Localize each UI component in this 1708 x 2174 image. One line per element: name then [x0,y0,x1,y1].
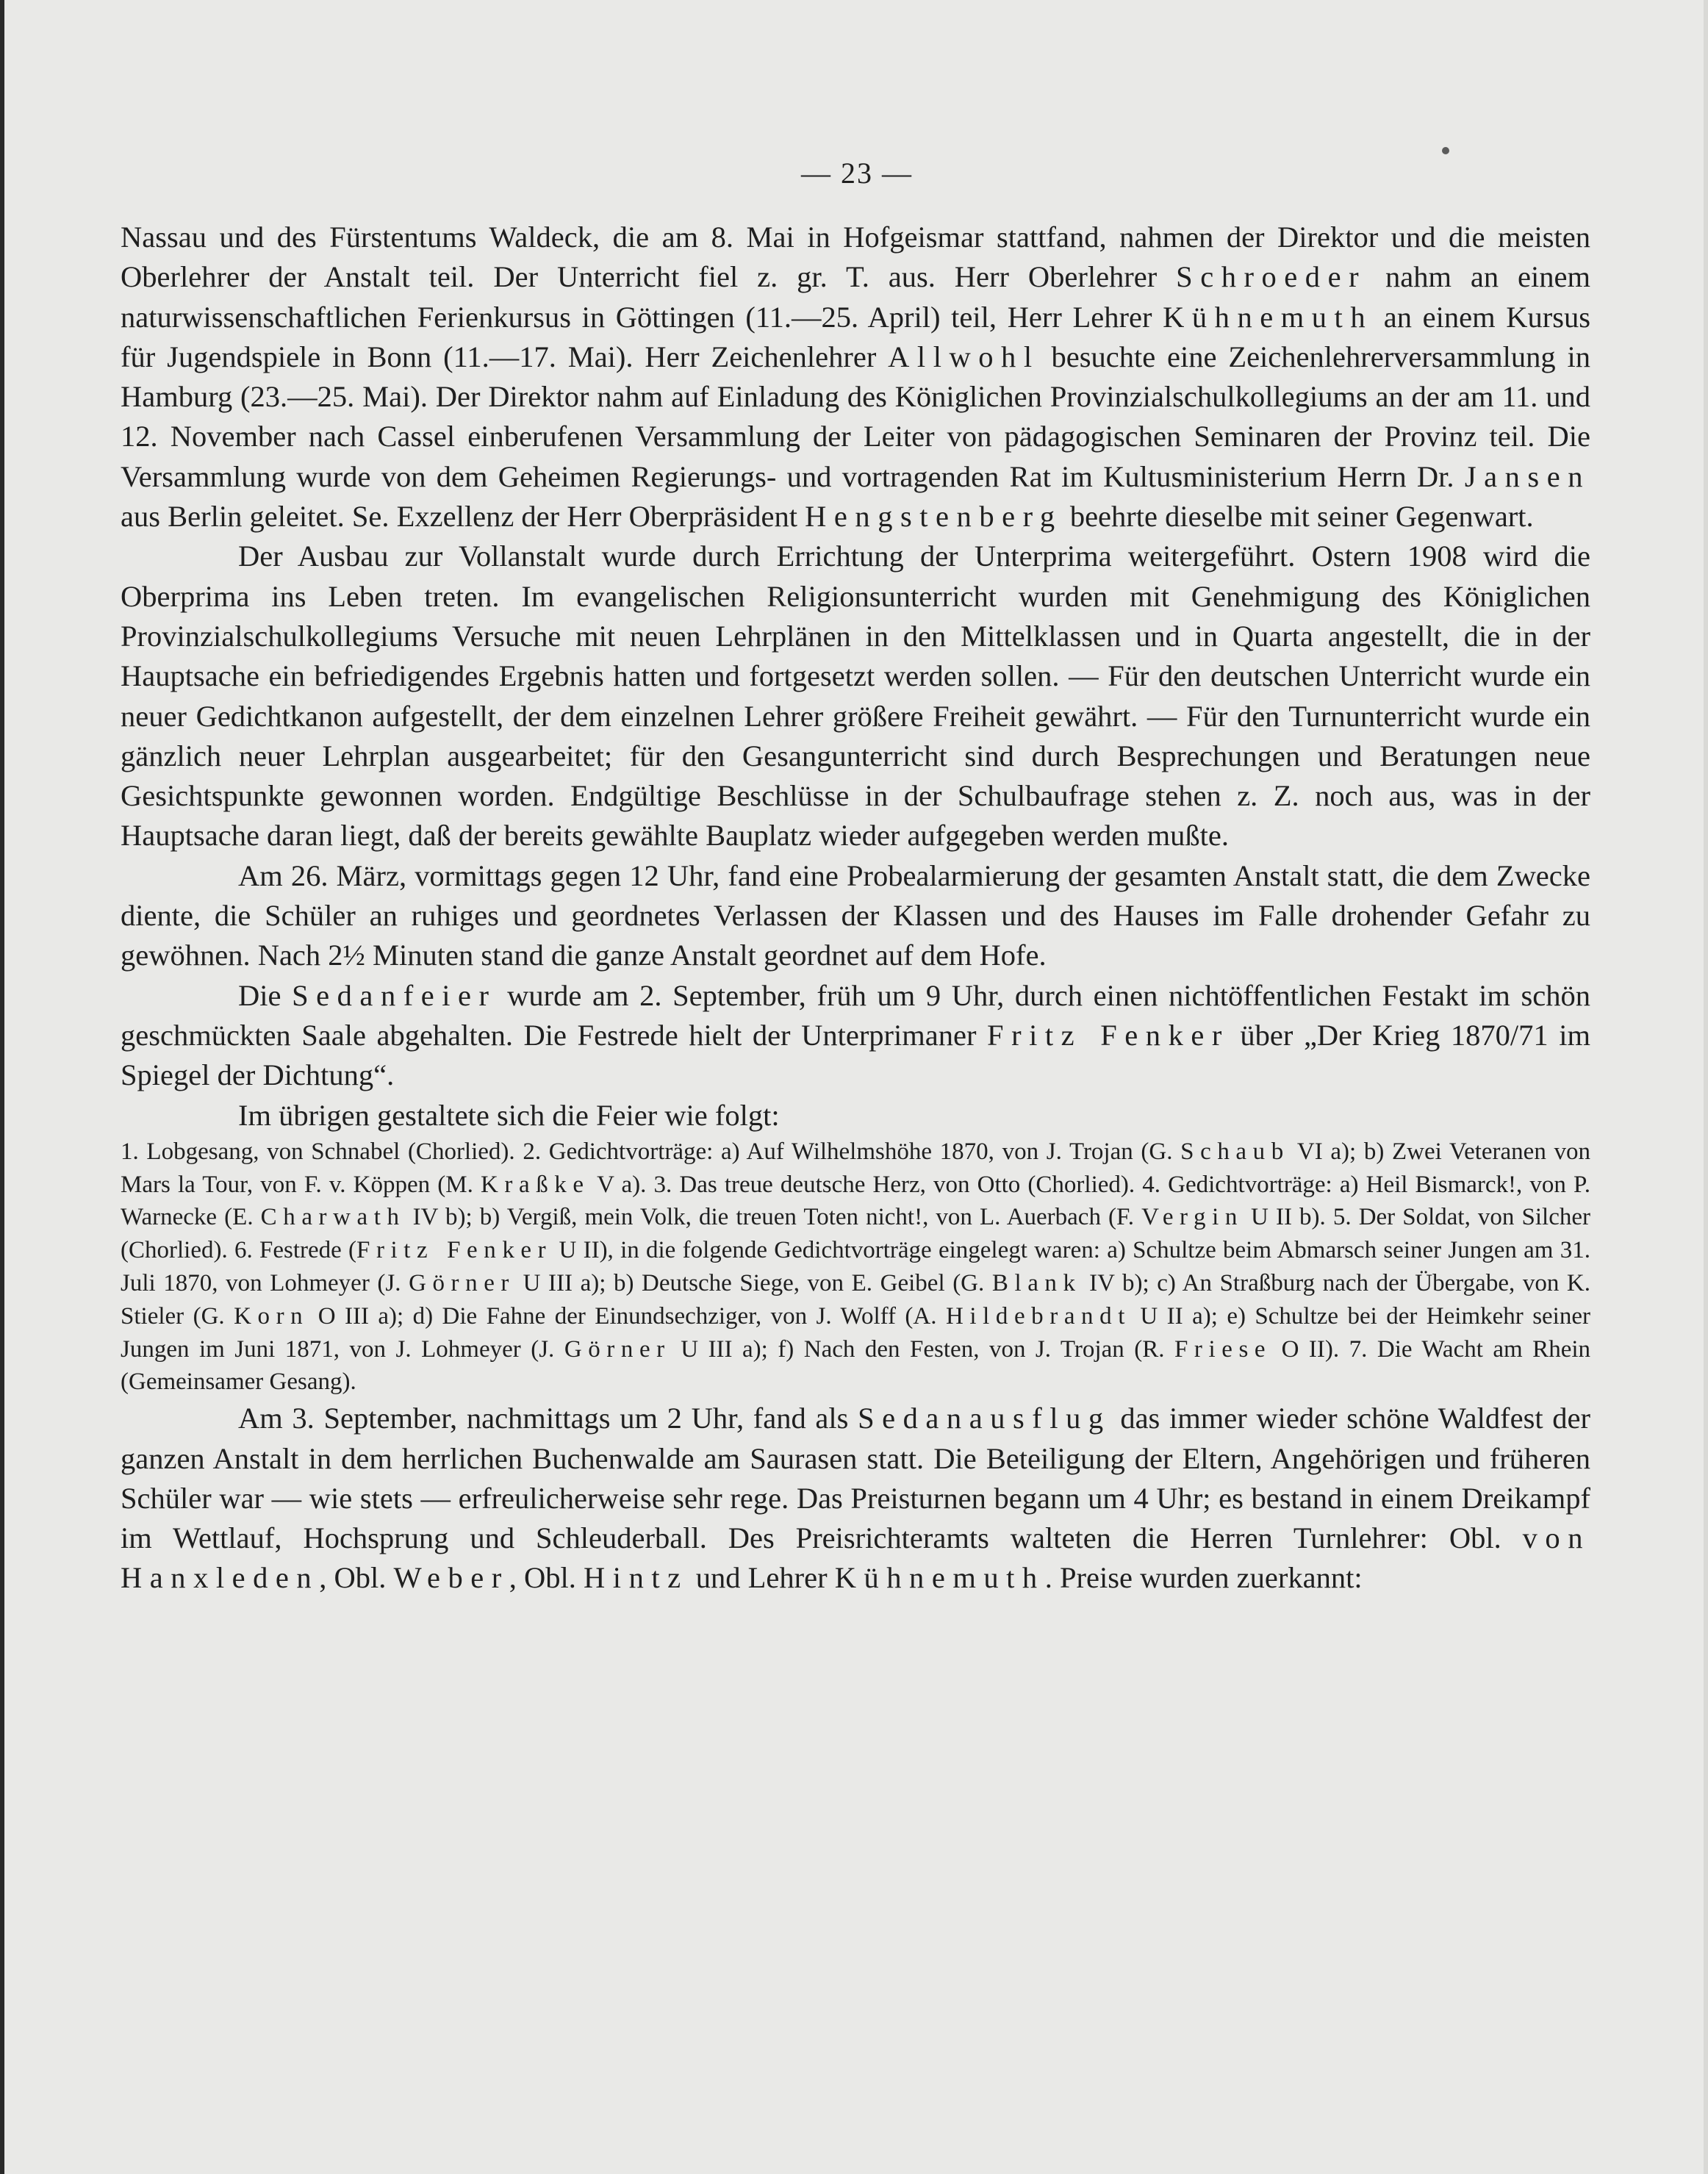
program-text: O III a); d) Die Fahne der Einundsechziger, von J. Wolff (A. [309,1302,946,1330]
scan-edge-right [1704,0,1708,2174]
spaced-name: Sedanausflug [858,1402,1111,1435]
text-run: besuchte eine Zeichenlehrerversammlung in Hamburg (23.—25. Mai). Der Direktor nahm auf Einladung des Königlichen Provinzialschulkollegiums an der am 11. und 12. November nach Cassel einberufenen Versammlung der Leiter von pädagogischen Seminaren der Provinz teil. Die Versammlung wurde von dem Geheimen Regierungs- und vortragenden Rat im Kultusministerium Herrn Dr. [121,340,1590,493]
text-run: . Preise wurden zuerkannt: [1044,1561,1363,1595]
pupil-name: Schaub [1180,1138,1290,1165]
program-text: U III a); b) Deutsche Siege, von E. Geibel (G. [515,1270,992,1297]
text-run: Nassau und des Fürstentums Waldeck, die am 8. Mai in Hofgeismar stattfand, nahmen der Direktor und die meisten Oberlehrer der Anstalt teil. Der Unterricht fiel z. gr. T. aus. Herr Oberlehrer [121,220,1590,294]
paragraph-conferences [121,218,1590,537]
spaced-name: Jansen [1464,459,1590,493]
spaced-name: Schroeder [1176,260,1367,294]
spaced-name: Kühnemuth [1163,300,1374,334]
program-text: O II). 7. Die Wacht am Rhein (Gemeinsamer Gesang). [121,1335,1591,1396]
program-text: 1. Lobgesang, von Schnabel (Chorlied). 2. Gedichtvorträge: a) Auf Wilhelmshöhe 1870, von J. Trojan (G. [121,1138,1181,1165]
text-run: aus Berlin geleitet. Se. Exzellenz der Herr Oberpräsident [121,500,805,534]
paragraph-expansion: Der Ausbau zur Vollanstalt wurde durch Errichtung der Unterprima weitergeführt. Ostern 1908 wird die Oberprima ins Leben treten. Im evangelischen Religionsunterricht wurden mit Genehmigung des Königlichen Provinzialschulkollegiums Versuche mit neuen Lehrplänen in den Mittelklassen und in Quarta angestellt, die in der Hauptsache ein befriedigendes Ergebnis hatten und fortgesetzt werden sollen. — Für den deutschen Unterricht wurde ein neuer Gedichtkanon aufgestellt, der dem einzelnen Lehrer größere Freiheit gewährt. — Für den Turnunterricht wurde ein gänzlich neuer Lehrplan ausgearbeitet; für den Gesangunterricht sind durch Besprechungen und Beratungen neue Gesichtspunkte gewonnen worden. Endgültige Beschlüsse in der Schulbaufrage stehen z. Z. noch aus, was in der Hauptsache daran liegt, daß der bereits gewählte Bauplatz wieder aufgegeben werden mußte. [121,539,1590,853]
pupil-name: Charwath [260,1204,406,1231]
program-text: U II a); e) Schultze bei der Heimkehr seiner Jungen im Juni 1871, von J. Lohmeyer (J. [121,1302,1590,1363]
spaced-name: Kühnemuth [834,1561,1045,1595]
scan-speck [1442,147,1449,154]
spaced-name: Weber [393,1561,509,1595]
text-run: das immer wieder schöne Waldfest der ganzen Anstalt in dem herrlichen Buchenwalde am Saurasen statt. Die Beteiligung der Eltern, Angehörigen und früheren Schüler war — wie stets — erfreulicherweise sehr rege. Das Preisturnen begann um 4 Uhr; es bestand in einem Dreikampf im Wettlauf, Hochsprung und Schleuderball. Des Preisrichteramts walteten die Herren Turnlehrer: Obl. [121,1402,1590,1555]
spaced-name: Sedanfeier [292,978,497,1012]
text-run: , Obl. [319,1561,394,1595]
paragraph-program-intro: Im übrigen gestaltete sich die Feier wie folgt: [238,1098,780,1132]
text-run: wurde am 2. September, früh um 9 Uhr, durch einen nichtöffentlichen Festakt im schön geschmückten Saale abgehalten. Die Festrede hielt der Unterprimaner [121,978,1590,1052]
spaced-name: Fritz Fenker [987,1018,1230,1052]
text-run: Am 3. September, nachmittags um 2 Uhr, fand als [238,1402,858,1435]
text-run: Die [238,978,293,1012]
program-text: IV b); b) Vergiß, mein Volk, die treuen Toten nicht!, von L. Auerbach (F. [405,1204,1142,1231]
page-number: — 23 — [801,157,913,190]
spaced-name: Allwohl [888,340,1040,373]
scan-edge-left [0,0,4,2174]
paragraph-sedan-excursion [121,1399,1590,1598]
program-text: U II b). 5. Der Soldat, von Silcher (Chorlied). 6. Festrede ( [121,1204,1590,1264]
program-text: VI a); b) Zwei Veteranen von Mars la Tour, von F. v. Köppen (M. [121,1138,1590,1198]
body-text [121,218,1590,1599]
spaced-name: Hengstenberg [805,500,1063,534]
program-text: U III a); f) Nach den Festen, von J. Trojan (R. [670,1335,1174,1363]
program-text: IV b); c) An Straßburg nach der Übergabe, von K. Stieler (G. [121,1270,1590,1330]
program-text: V a). 3. Das treue deutsche Herz, von Otto (Chorlied). 4. Gedichtvorträge: a) Heil Bismarck!, von P. Warnecke (E. [121,1171,1590,1231]
pupil-name: Görner [564,1335,671,1363]
text-run: und Lehrer [688,1561,835,1595]
pupil-name: Kraßke [480,1171,590,1198]
spaced-name: von Hanxleden [121,1521,1590,1595]
pupil-name: Görner [409,1270,515,1297]
text-run: , Obl. [509,1561,584,1595]
paragraph-alarm-drill: Am 26. März, vormittags gegen 12 Uhr, fand eine Probealarmierung der gesamten Anstalt statt, die dem Zwecke diente, die Schüler an ruhiges und geordnetes Verlassen der Klassen und des Hauses im Falle drohender Gefahr zu gewöhnen. Nach 2½ Minuten stand die ganze Anstalt geordnet auf dem Hofe. [121,858,1590,972]
text-run: nahm an einem naturwissenschaftlichen Ferienkursus in Göttingen (11.—25. April) teil, Herr Lehrer [121,260,1590,334]
spaced-name: Hintz [584,1561,689,1595]
pupil-name: Blank [991,1270,1082,1297]
pupil-name: Korn [234,1302,309,1330]
pupil-name: Friese [1174,1335,1272,1363]
pupil-name: Fritz Fenker [356,1237,553,1264]
text-run: an einem Kursus für Jugendspiele in Bonn (11.—17. Mai). Herr Zeichenlehrer [121,300,1590,373]
paragraph-sedan-celebration [121,976,1590,1096]
pupil-name: Hildebrandt [945,1302,1131,1330]
program-text: U II), in die folgende Gedichtvorträge eingelegt waren: a) Schultze beim Abmarsch seiner Jungen am 31. Juli 1870, von Lohmeyer (J. [121,1237,1590,1297]
text-run: über „Der Krieg 1870/71 im Spiegel der Dichtung“. [121,1018,1590,1092]
pupil-name: Vergin [1141,1204,1244,1231]
text-run: beehrte dieselbe mit seiner Gegenwart. [1062,500,1534,534]
celebration-program-list [121,1136,1590,1399]
